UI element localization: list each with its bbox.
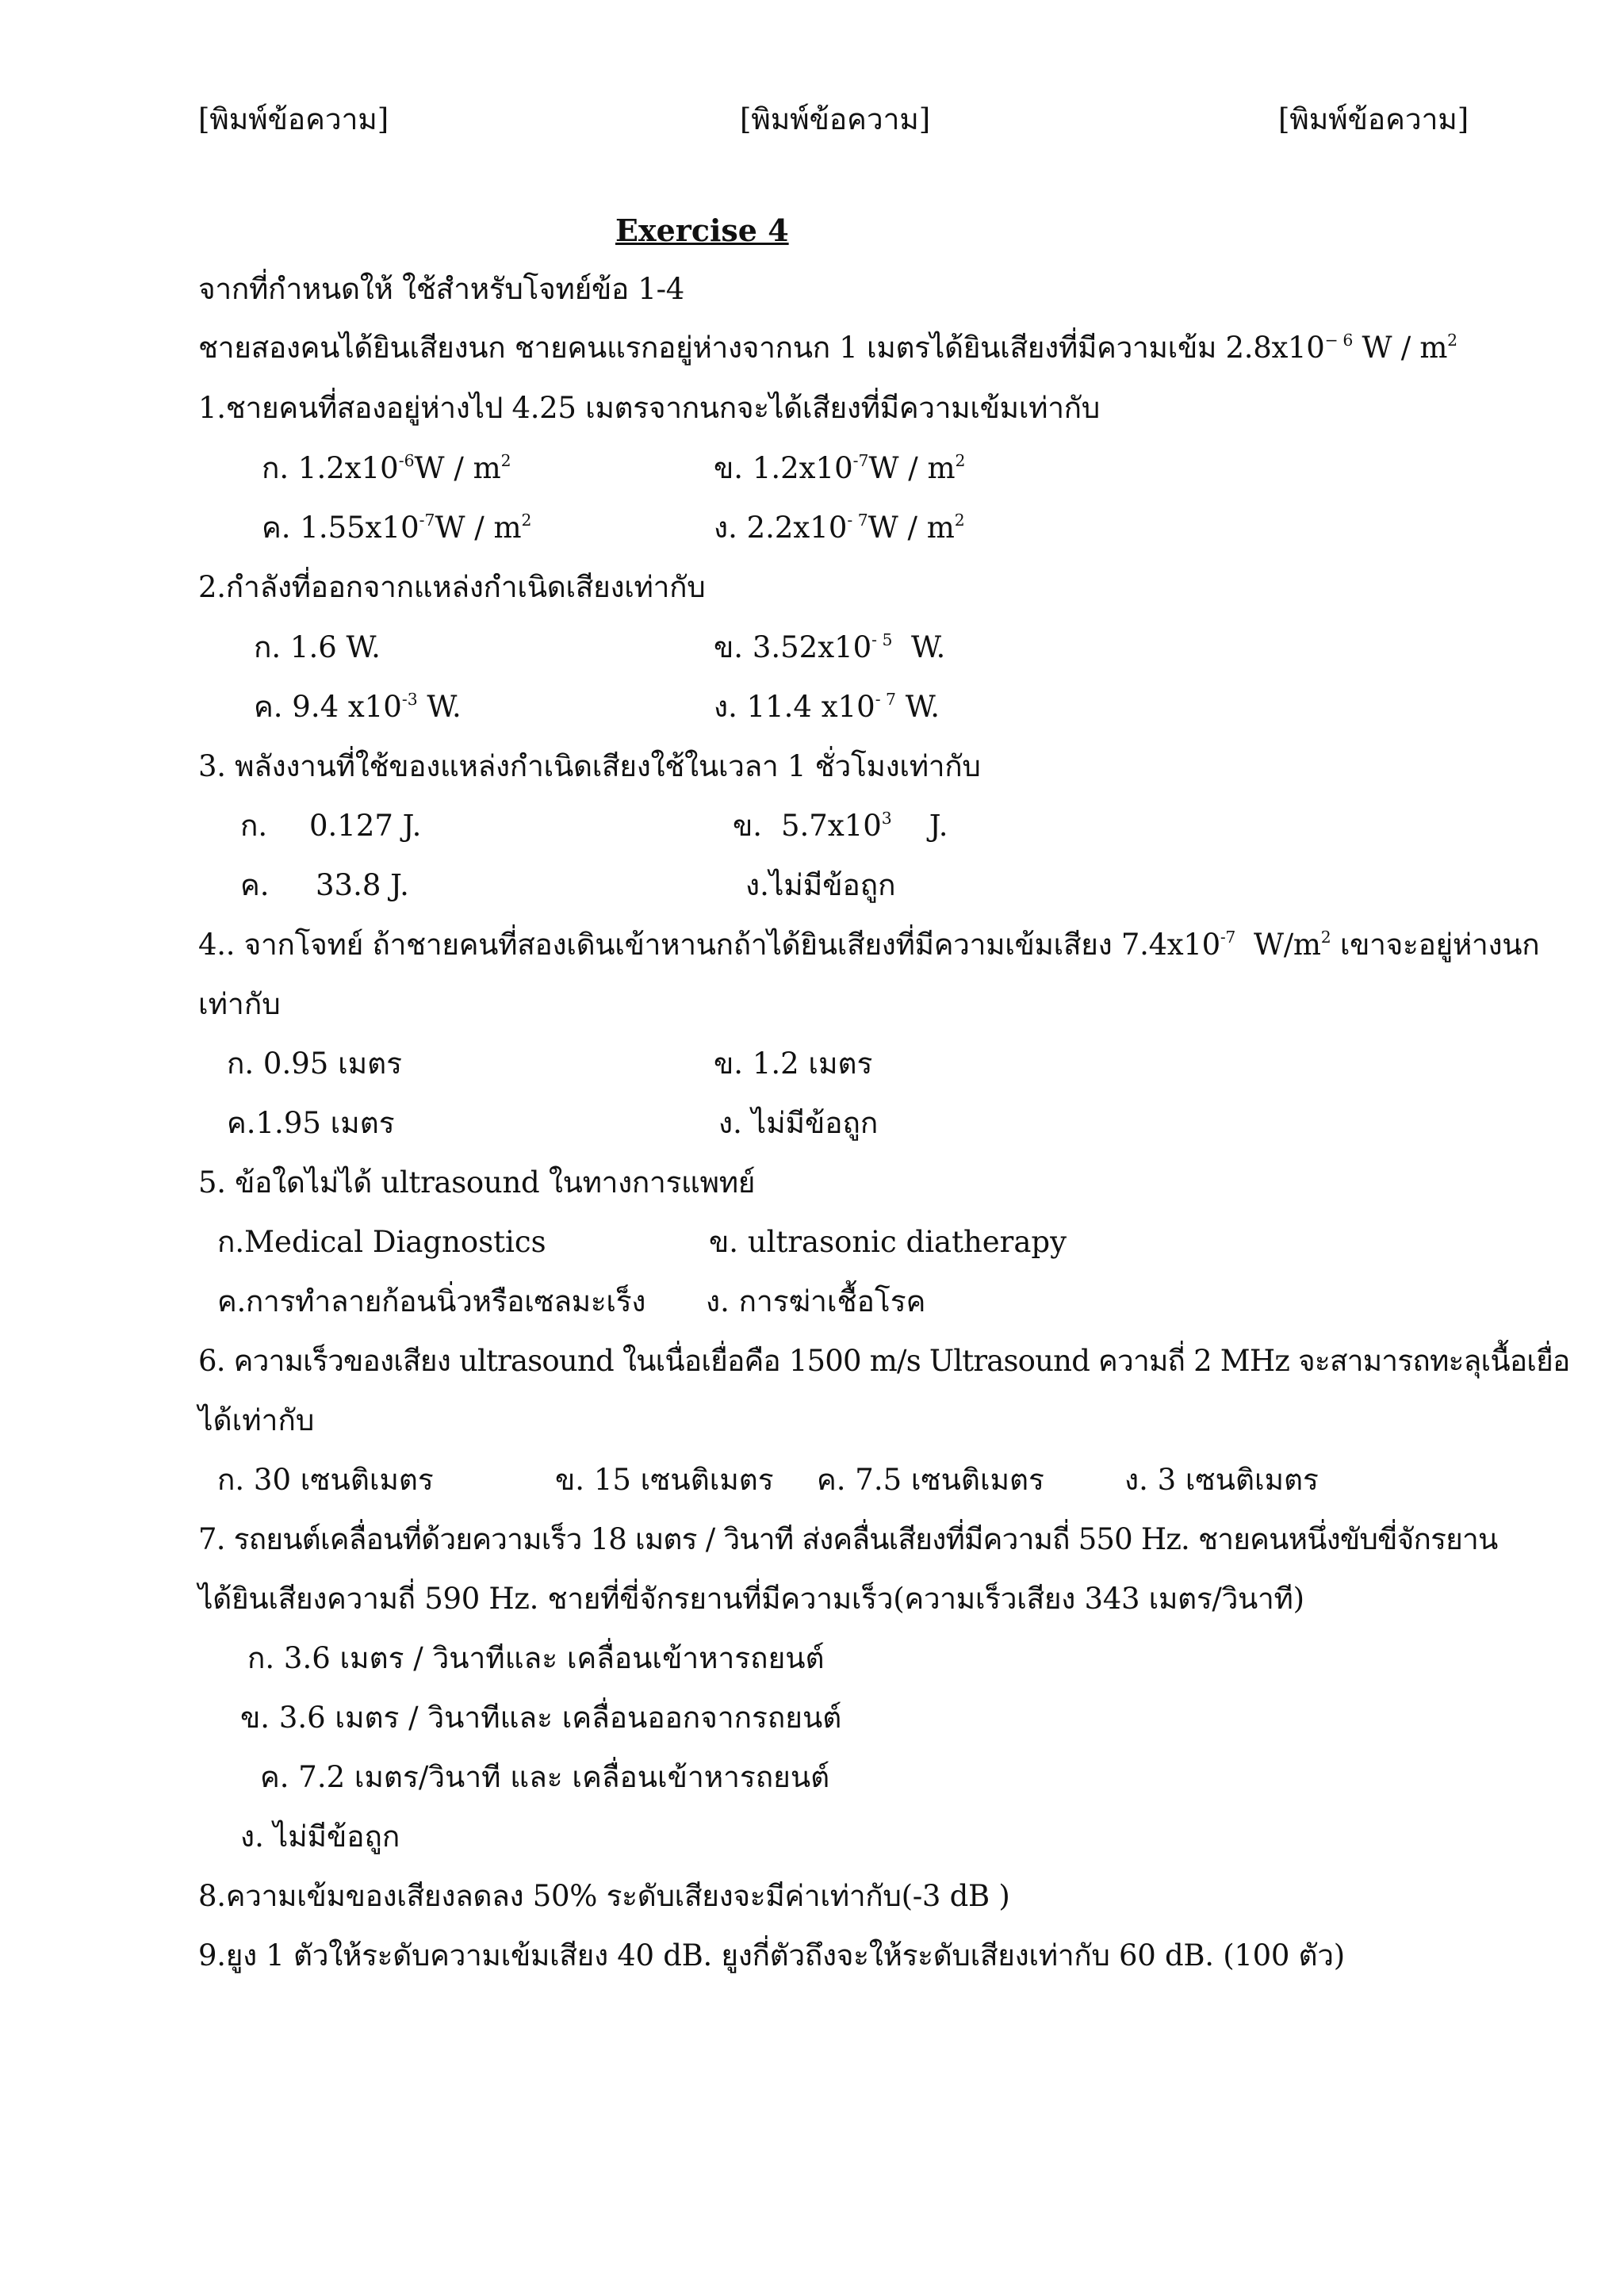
q3-choice-d: ง.ไม่มีข้อถูก xyxy=(745,868,896,902)
q6-choice-c: ค. 7.5 เซนติเมตร xyxy=(817,1463,1044,1497)
question-4-line-1: 4.. จากโจทย์ ถ้าชายคนที่สองเดินเข้าหานกถ้าได้ยินเสียงที่มีความเข้มเสียง $7.4x10^{-7}$ $W/m^2$ เขาจะอยู่ห่างนก xyxy=(198,927,1540,962)
q1-choice-b: ข. $1.2x10^{-7}W / m^2$ xyxy=(714,450,966,485)
q3-choice-a-label: ก. xyxy=(240,809,268,843)
q2-choice-a: ก. 1.6 W. xyxy=(254,630,381,664)
q4-choice-d: ง. ไม่มีข้อถูก xyxy=(718,1106,879,1140)
q5-choice-c: ค.การทำลายก้อนนิ่วหรือเซลมะเร็ง xyxy=(217,1284,646,1318)
question-9: 9.ยูง 1 ตัวให้ระดับความเข้มเสียง 40 dB. ยูงกี่ตัวถึงจะให้ระดับเสียงเท่ากับ 60 dB. (100 ตัว) xyxy=(198,1938,1345,1973)
q3-choice-c: 33.8 J. xyxy=(316,868,409,902)
question-3: 3. พลังงานที่ใช้ของแหล่งกำเนิดเสียงใช้ในเวลา 1 ชั่วโมงเท่ากับ xyxy=(198,749,981,783)
q1-choice-a: ก. $1.2x10^{-6}W / m^2$ xyxy=(262,450,511,485)
q7-choice-a: ก. 3.6 เมตร / วินาทีและ เคลื่อนเข้าหารถยนต์ xyxy=(247,1641,825,1675)
q7-choice-d: ง. ไม่มีข้อถูก xyxy=(240,1820,400,1854)
q3-choice-a: 0.127 J. xyxy=(309,809,422,843)
q1-choice-c: ค. $1.55x10^{-7}W / m^2$ xyxy=(262,510,532,545)
question-5: 5. ข้อใดไม่ได้ ultrasound ในทางการแพทย์ xyxy=(198,1165,756,1200)
q5-choice-b: ข. ultrasonic diatherapy xyxy=(709,1225,1067,1259)
question-6-line-2: ได้เท่ากับ xyxy=(198,1403,315,1437)
question-4-line-2: เท่ากับ xyxy=(198,987,281,1021)
header-center: [พิมพ์ข้อความ] xyxy=(740,102,931,136)
q2-choice-c: ค. 9.4 $x10^{-3}$ W. xyxy=(254,689,462,724)
question-6-line-1: 6. ความเร็วของเสียง ultrasound ในเนื่อเยื่อคือ 1500 m/s Ultrasound ความถี่ 2 MHz จะสามารถทะลุเนื้อเยื่อ xyxy=(198,1344,1570,1378)
q3-choice-c-label: ค. xyxy=(240,868,270,902)
question-2: 2.กำลังที่ออกจากแหล่งกำเนิดเสียงเท่ากับ xyxy=(198,570,706,604)
q1-choice-d: ง. $2.2x10^{- 7}W / m^2$ xyxy=(714,510,965,545)
q2-choice-b: ข. $3.52x10^{- 5}$ W. xyxy=(714,629,946,664)
header-right: [พิมพ์ข้อความ] xyxy=(1278,102,1469,136)
intro-line-2: ชายสองคนได้ยินเสียงนก ชายคนแรกอยู่ห่างจากนก 1 เมตรได้ยินเสียงที่มีความเข้ม $2.8x10^{- 6}$ W / $m^2$ xyxy=(198,330,1457,365)
exercise-title: Exercise 4 xyxy=(615,212,789,248)
q7-choice-b: ข. 3.6 เมตร / วินาทีและ เคลื่อนออกจากรถยนต์ xyxy=(240,1701,842,1735)
header-left: [พิมพ์ข้อความ] xyxy=(198,102,389,136)
question-7-line-1: 7. รถยนต์เคลื่อนที่ด้วยความเร็ว 18 เมตร / วินาที ส่งคลื่นเสียงที่มีความถี่ 550 Hz. ชายคนหนึ่งขับขี่จักรยาน xyxy=(198,1522,1498,1556)
q5-choice-d: ง. การฆ่าเชื้อโรค xyxy=(706,1284,926,1318)
q4-choice-a: ก. 0.95 เมตร xyxy=(227,1047,403,1081)
question-1: 1.ชายคนที่สองอยู่ห่างไป 4.25 เมตรจากนกจะได้เสียงที่มีความเข้มเท่ากับ xyxy=(198,391,1100,425)
q4-choice-b: ข. 1.2 เมตร xyxy=(714,1047,873,1081)
question-8: 8.ความเข้มของเสียงลดลง 50% ระดับเสียงจะมีค่าเท่ากับ(-3 dB ) xyxy=(198,1879,1010,1913)
q7-choice-c: ค. 7.2 เมตร/วินาที และ เคลื่อนเข้าหารถยนต์ xyxy=(260,1760,830,1794)
q3-choice-b: $5.7x10^3$ J. xyxy=(781,808,948,843)
q6-choice-d: ง. 3 เซนติเมตร xyxy=(1124,1463,1319,1497)
q2-choice-d: ง. 11.4 $x10^{- 7}$ W. xyxy=(714,689,940,724)
q5-choice-a: ก.Medical Diagnostics xyxy=(217,1225,546,1259)
q6-choice-b: ข. 15 เซนติเมตร xyxy=(555,1463,774,1497)
q4-choice-c: ค.1.95 เมตร xyxy=(227,1106,395,1140)
question-7-line-2: ได้ยินเสียงความถี่ 590 Hz. ชายที่ขี่จักรยานที่มีความเร็ว(ความเร็วเสียง 343 เมตร/วินาที) xyxy=(198,1582,1304,1616)
q3-choice-b-label: ข. xyxy=(733,809,763,843)
q6-choice-a: ก. 30 เซนติเมตร xyxy=(217,1463,434,1497)
intro-line-1: จากที่กำหนดให้ ใช้สำหรับโจทย์ข้อ 1-4 xyxy=(198,272,685,306)
